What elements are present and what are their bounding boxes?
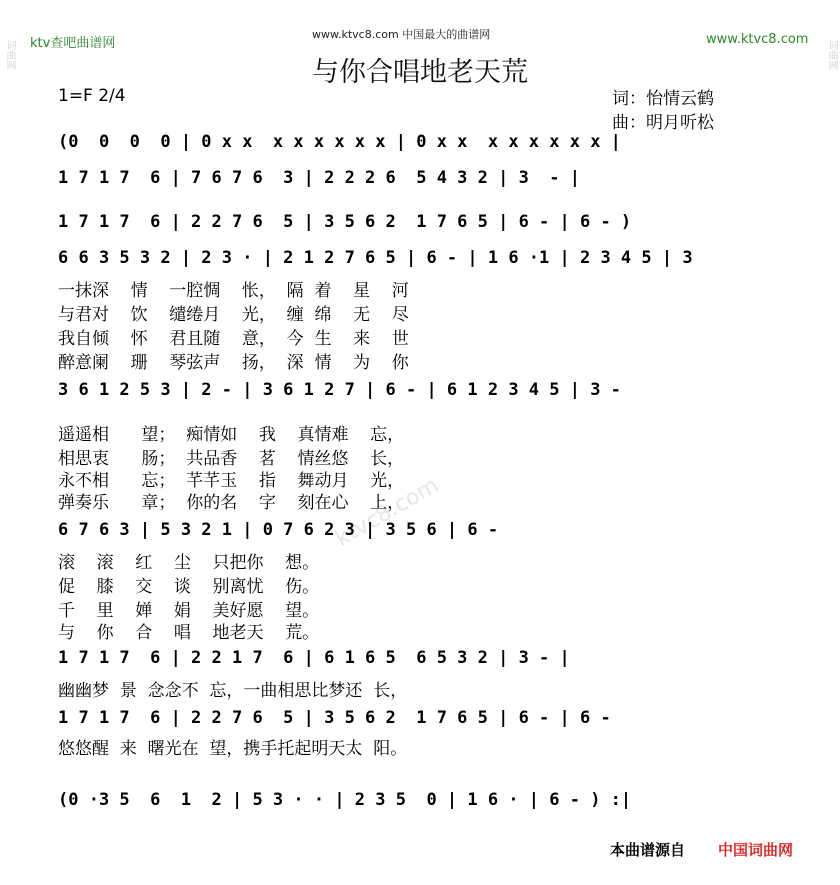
site-url-right[interactable]: www.ktvc8.com [706,32,809,47]
site-banner[interactable]: www.ktvc8.com 中国最大的曲谱网 [312,28,491,41]
watermark: ktvc8.com [331,473,444,552]
lyricist: 词：怡情云鹤 [612,89,714,109]
song-title: 与你合唱地老天荒 [312,57,528,88]
score-line-9: (0 ·3 5 6 1 2 | 5 3 · · | 2 3 5 0 | 1 6 · | 6 - ) :| [58,790,632,810]
lyric-a-4: 醉意阑 珊 琴弦声 扬， 深 情 为 你 [58,353,409,373]
lyric-c-3: 千 里 婵 娟 美好愿 望。 [58,601,320,621]
lyric-c-1: 滚 滚 红 尘 只把你 想。 [58,553,320,573]
lyric-a-1: 一抹深 情 一腔惆 怅， 隔 着 星 河 [58,281,409,301]
source-label: 本曲谱源自 [610,841,686,859]
side-mark-text: 词曲网 [4,40,15,70]
chorus-lyric-1: 幽幽梦 景 念念不 忘，一曲相思比梦还 长， [58,681,408,701]
site-name-left[interactable]: ktv查吧曲谱网 [30,36,116,51]
score-line-3: 1 7 1 7 6 | 2 2 7 6 5 | 3 5 6 2 1 7 6 5 | 6 - | 6 - ) [58,212,632,232]
composer: 曲：明月听松 [612,113,714,133]
score-line-4: 6 6 3 5 3 2 | 2 3 · | 2 1 2 7 6 5 | 6 - | 1 6 ·1 | 2 3 4 5 | 3 [58,248,693,268]
lyric-b-3: 永不相 忘； 芊芊玉 指 舞动月 光， [58,471,405,491]
score-line-2: 1 7 1 7 6 | 7 6 7 6 3 | 2 2 2 6 5 4 3 2 | 3 - | [58,168,580,188]
score-line-7: 1 7 1 7 6 | 2 2 1 7 6 | 6 1 6 5 6 5 3 2 | 3 - | [58,648,570,668]
score-line-1: (0 0 0 0 | 0 x x x x x x x x | 0 x x x x x x x x | [58,132,621,152]
lyric-b-2: 相思衷 肠； 共品香 茗 情丝悠 长， [58,449,405,469]
lyric-a-2: 与君对 饮 缱绻月 光， 缠 绵 无 尽 [58,305,409,325]
score-line-8: 1 7 1 7 6 | 2 2 7 6 5 | 3 5 6 2 1 7 6 5 | 6 - | 6 - [58,708,611,728]
chorus-lyric-2: 悠悠醒 来 曙光在 望，携手托起明天太 阳。 [58,739,408,759]
lyric-c-2: 促 膝 交 谈 别离忧 伤。 [58,577,320,597]
lyric-b-1: 遥遥相 望； 痴情如 我 真情难 忘， [58,425,405,445]
lyric-b-4: 弹奏乐 章； 你的名 字 刻在心 上， [58,493,405,513]
score-line-6: 6 7 6 3 | 5 3 2 1 | 0 7 6 2 3 | 3 5 6 | 6 - [58,520,499,540]
lyric-c-4: 与 你 合 唱 地老天 荒。 [58,623,320,643]
lyric-a-3: 我自倾 怀 君且随 意， 今 生 来 世 [58,329,409,349]
side-mark-text: 词曲网 [826,40,837,70]
side-mark-right [824,40,838,70]
key-signature: 1=F 2/4 [58,86,126,106]
source-site-link[interactable]: 中国词曲网 [718,841,794,859]
side-mark-left [2,40,16,70]
score-line-5: 3 6 1 2 5 3 | 2 - | 3 6 1 2 7 | 6 - | 6 1 2 3 4 5 | 3 - [58,380,621,400]
